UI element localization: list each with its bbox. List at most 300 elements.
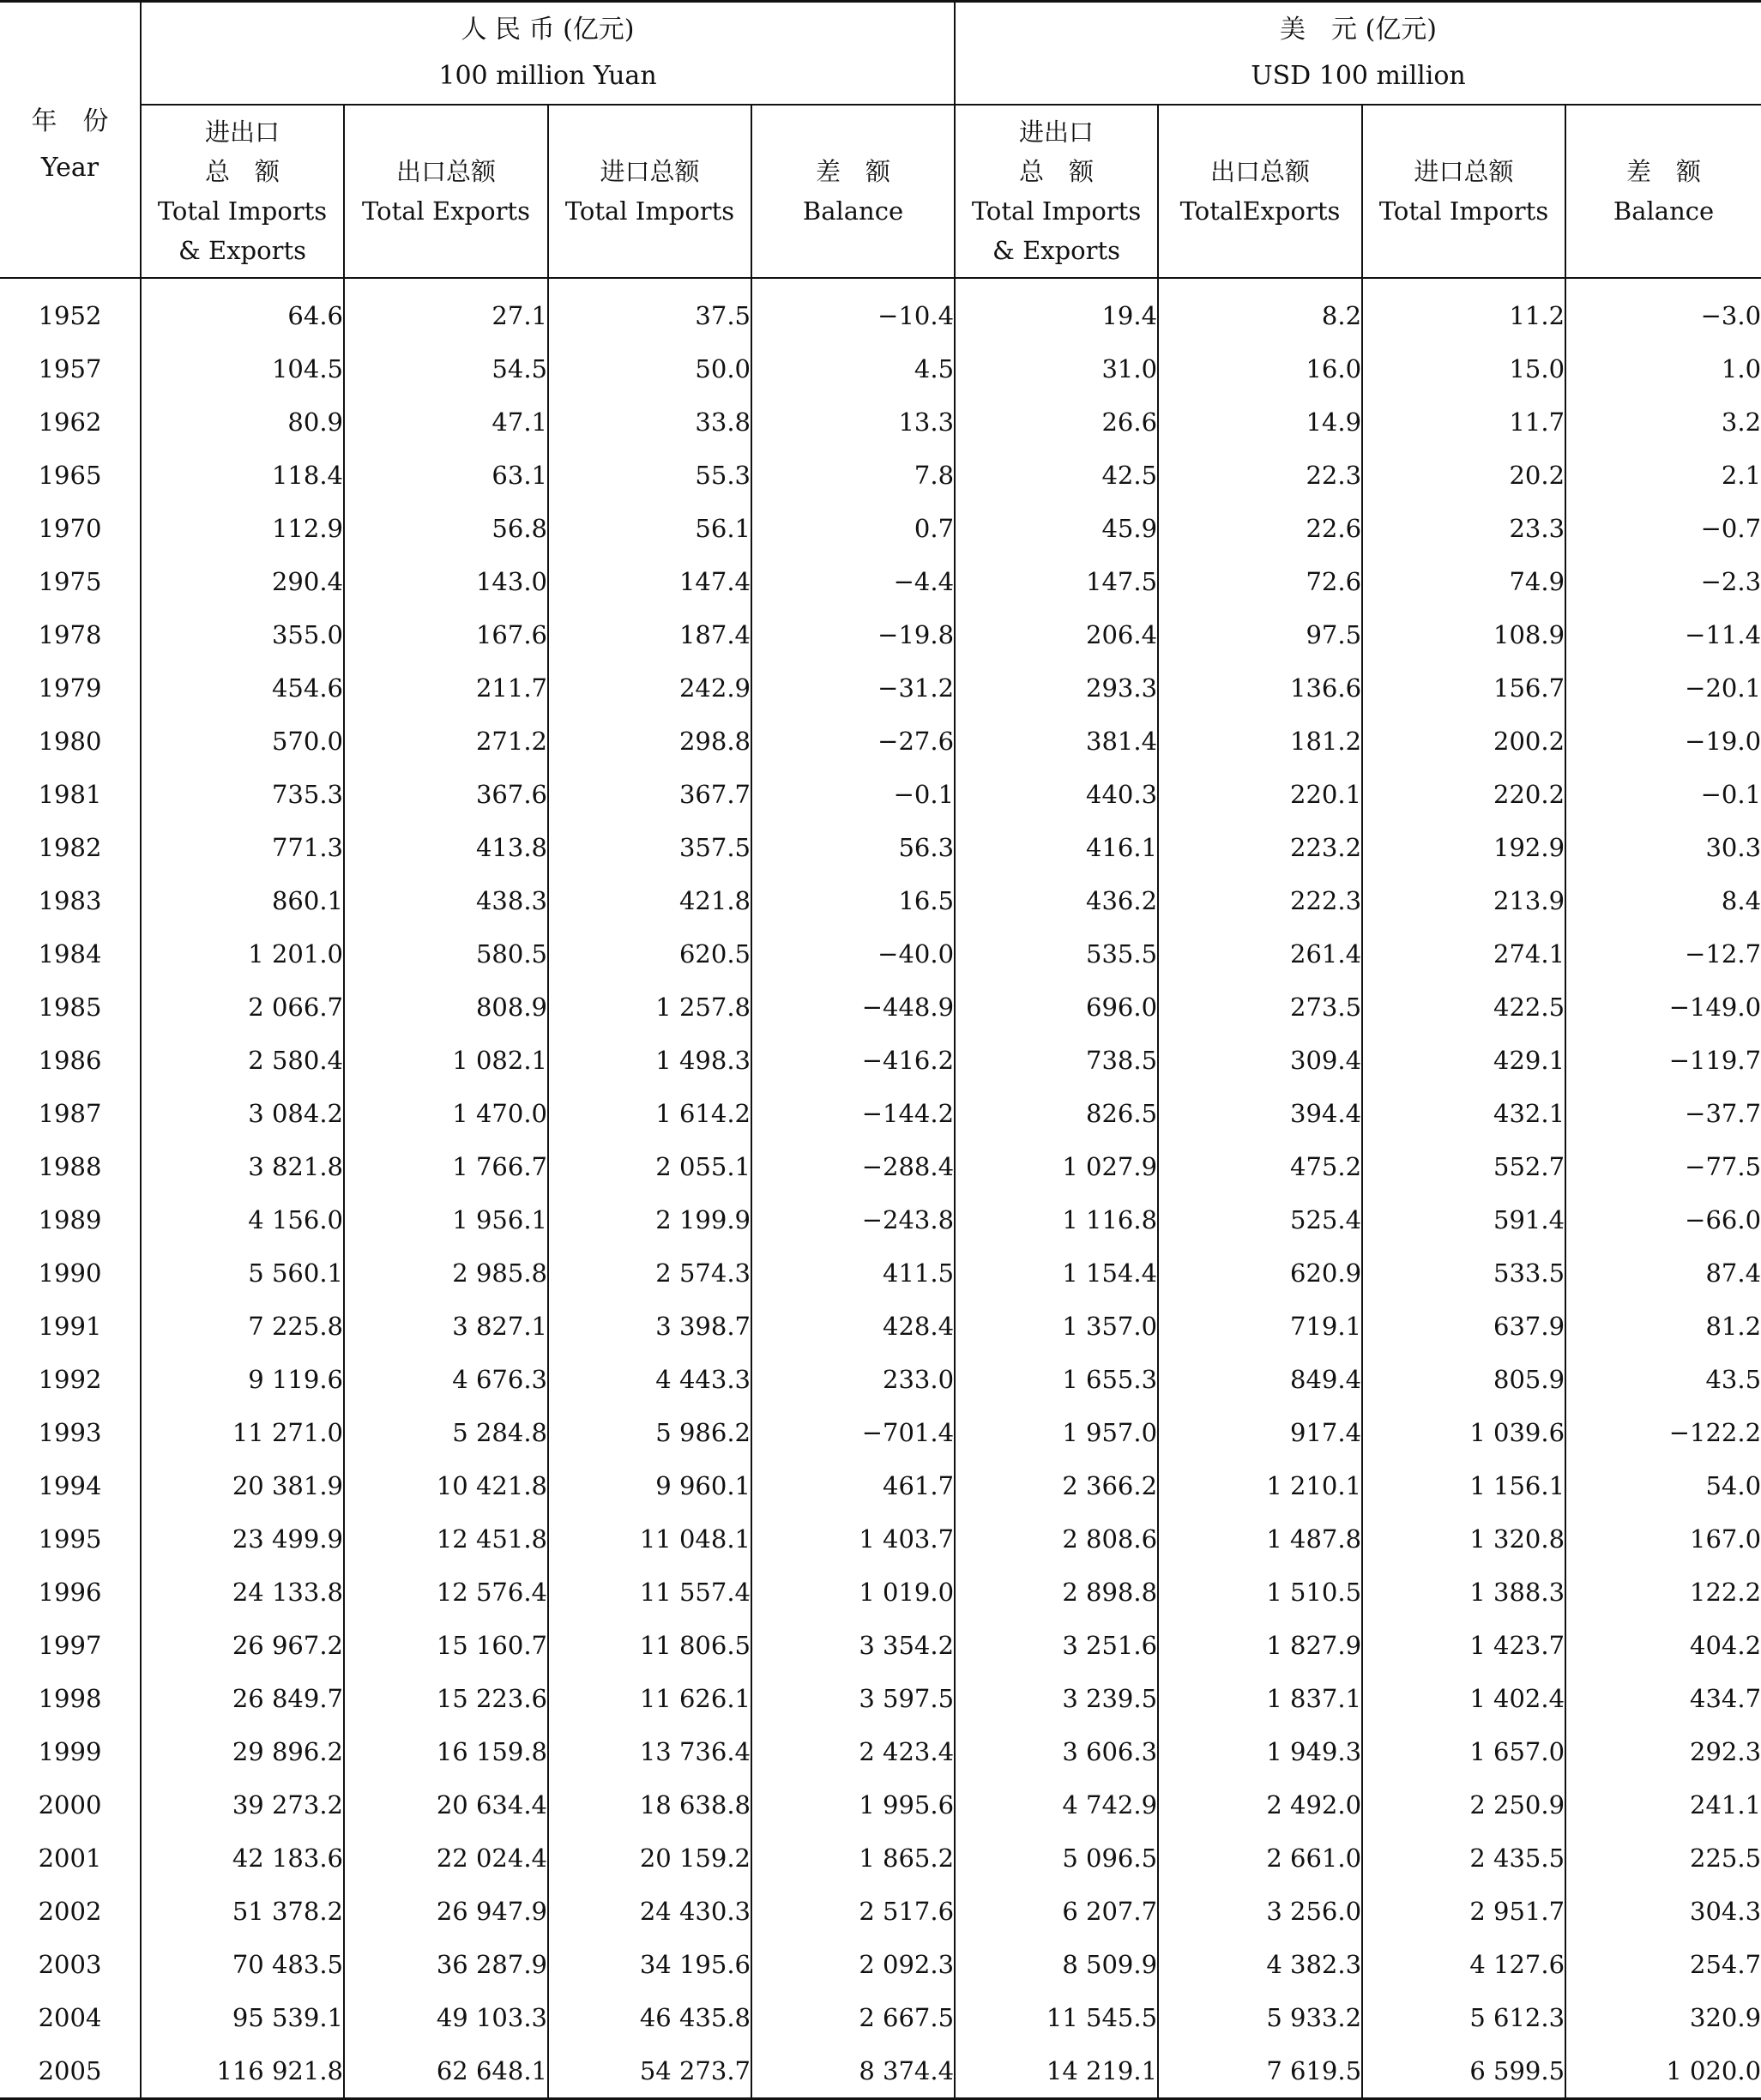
value-cell: 298.8 (548, 715, 751, 768)
year-cell: 1980 (38, 727, 102, 756)
value-cell: 55.3 (548, 449, 751, 502)
usd-group-header (955, 2, 1761, 106)
table-row (0, 1619, 1761, 1672)
value-cell: 7 225.8 (141, 1300, 344, 1353)
value-cell: 10 421.8 (344, 1459, 548, 1512)
value-cell: 1 020.0 (1565, 2044, 1761, 2099)
value-cell: 1 614.2 (548, 1087, 751, 1140)
value-cell: 39 273.2 (141, 1778, 344, 1831)
value-cell: 1 470.0 (344, 1087, 548, 1140)
table-row (0, 1938, 1761, 1991)
usd-column-header-cn1: 进出口 (1019, 118, 1095, 147)
value-cell: 211.7 (344, 661, 548, 715)
usd-column-header-cn1: 进口总额 (1414, 157, 1514, 186)
value-cell: −701.4 (751, 1406, 955, 1459)
value-cell: 432.1 (1362, 1087, 1565, 1140)
value-cell: 293.3 (955, 661, 1158, 715)
value-cell: 200.2 (1362, 715, 1565, 768)
value-cell: −31.2 (751, 661, 955, 715)
value-cell: −243.8 (751, 1193, 955, 1246)
value-cell: 147.4 (548, 555, 751, 608)
value-cell: −4.4 (751, 555, 955, 608)
value-cell: −12.7 (1565, 927, 1761, 981)
value-cell: 225.5 (1565, 1831, 1761, 1885)
value-cell: 2 580.4 (141, 1034, 344, 1087)
value-cell: 2 199.9 (548, 1193, 751, 1246)
year-cell: 1982 (38, 833, 102, 862)
table-header (0, 2, 1761, 279)
value-cell: 167.0 (1565, 1512, 1761, 1566)
value-cell: 637.9 (1362, 1300, 1565, 1353)
table-row (0, 1140, 1761, 1193)
value-cell: 1 498.3 (548, 1034, 751, 1087)
value-cell: 808.9 (344, 981, 548, 1034)
table-body (0, 278, 1761, 2099)
value-cell: −37.7 (1565, 1087, 1761, 1140)
value-cell: 1 956.1 (344, 1193, 548, 1246)
value-cell: −19.8 (751, 608, 955, 661)
value-cell: 30.3 (1565, 821, 1761, 874)
value-cell: 4 676.3 (344, 1353, 548, 1406)
value-cell: 167.6 (344, 608, 548, 661)
year-cell: 1999 (38, 1737, 102, 1766)
value-cell: 1 957.0 (955, 1406, 1158, 1459)
value-cell: 156.7 (1362, 661, 1565, 715)
value-cell: 805.9 (1362, 1353, 1565, 1406)
value-cell: 42.5 (955, 449, 1158, 502)
value-cell: 860.1 (141, 874, 344, 927)
value-cell: 5 612.3 (1362, 1991, 1565, 2044)
value-cell: −20.1 (1565, 661, 1761, 715)
value-cell: 3 398.7 (548, 1300, 751, 1353)
year-header-cn: 年 份 (31, 106, 109, 136)
value-cell: 26 947.9 (344, 1885, 548, 1938)
value-cell: 2 517.6 (751, 1885, 955, 1938)
table-row (0, 768, 1761, 821)
table-row (0, 1991, 1761, 2044)
value-cell: 1 154.4 (955, 1246, 1158, 1300)
table-row (0, 1246, 1761, 1300)
value-cell: −288.4 (751, 1140, 955, 1193)
table-row (0, 1193, 1761, 1246)
year-cell: 1989 (38, 1205, 102, 1234)
value-cell: 46 435.8 (548, 1991, 751, 2044)
value-cell: 274.1 (1362, 927, 1565, 981)
value-cell: 355.0 (141, 608, 344, 661)
table-row (0, 1672, 1761, 1725)
table-row (0, 1778, 1761, 1831)
value-cell: 12 451.8 (344, 1512, 548, 1566)
value-cell: 1 019.0 (751, 1566, 955, 1619)
value-cell: 43.5 (1565, 1353, 1761, 1406)
value-cell: 1 995.6 (751, 1778, 955, 1831)
year-cell: 2004 (38, 2003, 102, 2032)
table-row (0, 1459, 1761, 1512)
value-cell: 220.2 (1362, 768, 1565, 821)
table-row (0, 821, 1761, 874)
value-cell: 122.2 (1565, 1566, 1761, 1619)
value-cell: −10.4 (751, 278, 955, 342)
table-row (0, 1566, 1761, 1619)
value-cell: 22.3 (1158, 449, 1362, 502)
value-cell: 5 284.8 (344, 1406, 548, 1459)
value-cell: 320.9 (1565, 1991, 1761, 2044)
value-cell: 461.7 (751, 1459, 955, 1512)
value-cell: 147.5 (955, 555, 1158, 608)
year-cell: 1997 (38, 1631, 102, 1660)
year-cell: 1995 (38, 1524, 102, 1554)
rmb-column-header-cn1: 差 额 (816, 157, 891, 186)
value-cell: 2 574.3 (548, 1246, 751, 1300)
value-cell: 580.5 (344, 927, 548, 981)
value-cell: 849.4 (1158, 1353, 1362, 1406)
value-cell: 2 066.7 (141, 981, 344, 1034)
value-cell: 241.1 (1565, 1778, 1761, 1831)
year-cell: 1975 (38, 567, 102, 596)
value-cell: −122.2 (1565, 1406, 1761, 1459)
year-header (0, 2, 141, 279)
rmb-column-header (751, 105, 955, 278)
value-cell: 304.3 (1565, 1885, 1761, 1938)
year-cell: 1991 (38, 1312, 102, 1341)
value-cell: 429.1 (1362, 1034, 1565, 1087)
value-cell: 271.2 (344, 715, 548, 768)
value-cell: 620.9 (1158, 1246, 1362, 1300)
value-cell: 11 271.0 (141, 1406, 344, 1459)
rmb-column-header (548, 105, 751, 278)
rmb-column-header-en2: & Exports (178, 236, 306, 265)
value-cell: 2 250.9 (1362, 1778, 1565, 1831)
value-cell: 81.2 (1565, 1300, 1761, 1353)
year-cell: 2001 (38, 1844, 102, 1873)
rmb-column-header-cn1: 进口总额 (600, 157, 700, 186)
value-cell: 421.8 (548, 874, 751, 927)
value-cell: 3 251.6 (955, 1619, 1158, 1672)
value-cell: 95 539.1 (141, 1991, 344, 2044)
value-cell: 26 967.2 (141, 1619, 344, 1672)
value-cell: 15 160.7 (344, 1619, 548, 1672)
value-cell: 9 960.1 (548, 1459, 751, 1512)
value-cell: 192.9 (1362, 821, 1565, 874)
value-cell: 2 423.4 (751, 1725, 955, 1778)
usd-column-header (1362, 105, 1565, 278)
value-cell: 1.0 (1565, 342, 1761, 395)
year-cell: 1952 (38, 301, 102, 330)
value-cell: 1 837.1 (1158, 1672, 1362, 1725)
value-cell: 26.6 (955, 395, 1158, 449)
value-cell: 11.2 (1362, 278, 1565, 342)
value-cell: 771.3 (141, 821, 344, 874)
table-row (0, 502, 1761, 555)
value-cell: 50.0 (548, 342, 751, 395)
value-cell: −77.5 (1565, 1140, 1761, 1193)
usd-column-header-cn1: 差 额 (1626, 157, 1702, 186)
table-row (0, 395, 1761, 449)
value-cell: 416.1 (955, 821, 1158, 874)
value-cell: 1 156.1 (1362, 1459, 1565, 1512)
year-cell: 1985 (38, 993, 102, 1022)
value-cell: 56.3 (751, 821, 955, 874)
value-cell: 18 638.8 (548, 1778, 751, 1831)
value-cell: 1 655.3 (955, 1353, 1158, 1406)
value-cell: 1 320.8 (1362, 1512, 1565, 1566)
value-cell: 2 951.7 (1362, 1885, 1565, 1938)
value-cell: 1 257.8 (548, 981, 751, 1034)
year-cell: 1986 (38, 1046, 102, 1075)
value-cell: −0.1 (1565, 768, 1761, 821)
rmb-column-header (141, 105, 344, 278)
rmb-column-header-en1: Total Imports (564, 196, 735, 226)
value-cell: −0.1 (751, 768, 955, 821)
value-cell: −149.0 (1565, 981, 1761, 1034)
value-cell: 22 024.4 (344, 1831, 548, 1885)
value-cell: 535.5 (955, 927, 1158, 981)
value-cell: 29 896.2 (141, 1725, 344, 1778)
table-row (0, 1300, 1761, 1353)
value-cell: 5 096.5 (955, 1831, 1158, 1885)
year-cell: 1988 (38, 1152, 102, 1181)
table-row (0, 1353, 1761, 1406)
value-cell: −2.3 (1565, 555, 1761, 608)
value-cell: 3 354.2 (751, 1619, 955, 1672)
year-cell: 1998 (38, 1684, 102, 1713)
value-cell: 3.2 (1565, 395, 1761, 449)
value-cell: 3 606.3 (955, 1725, 1158, 1778)
rmb-column-header-en1: Balance (802, 196, 904, 226)
value-cell: 3 256.0 (1158, 1885, 1362, 1938)
value-cell: 20 634.4 (344, 1778, 548, 1831)
value-cell: 2.1 (1565, 449, 1761, 502)
value-cell: 826.5 (955, 1087, 1158, 1140)
value-cell: 3 597.5 (751, 1672, 955, 1725)
value-cell: 87.4 (1565, 1246, 1761, 1300)
value-cell: 20.2 (1362, 449, 1565, 502)
year-cell: 1981 (38, 780, 102, 809)
value-cell: 1 027.9 (955, 1140, 1158, 1193)
value-cell: 434.7 (1565, 1672, 1761, 1725)
value-cell: 552.7 (1362, 1140, 1565, 1193)
year-cell: 1987 (38, 1099, 102, 1128)
value-cell: 187.4 (548, 608, 751, 661)
value-cell: 2 667.5 (751, 1991, 955, 2044)
value-cell: 20 159.2 (548, 1831, 751, 1885)
value-cell: 4 443.3 (548, 1353, 751, 1406)
value-cell: 23.3 (1362, 502, 1565, 555)
value-cell: 37.5 (548, 278, 751, 342)
year-cell: 2000 (38, 1790, 102, 1819)
rmb-group-cn: 人 民 币 (亿元) (461, 15, 635, 45)
value-cell: 2 366.2 (955, 1459, 1158, 1512)
value-cell: 242.9 (548, 661, 751, 715)
value-cell: 5 560.1 (141, 1246, 344, 1300)
value-cell: 64.6 (141, 278, 344, 342)
value-cell: 309.4 (1158, 1034, 1362, 1087)
year-cell: 1992 (38, 1365, 102, 1394)
value-cell: 16.0 (1158, 342, 1362, 395)
value-cell: 3 084.2 (141, 1087, 344, 1140)
rmb-column-header-cn1: 出口总额 (395, 157, 496, 186)
value-cell: −40.0 (751, 927, 955, 981)
value-cell: 254.7 (1565, 1938, 1761, 1991)
value-cell: 8.2 (1158, 278, 1362, 342)
value-cell: 2 985.8 (344, 1246, 548, 1300)
value-cell: 104.5 (141, 342, 344, 395)
value-cell: 5 986.2 (548, 1406, 751, 1459)
header-row-groups (0, 2, 1761, 106)
value-cell: 206.4 (955, 608, 1158, 661)
value-cell: 2 661.0 (1158, 1831, 1362, 1885)
value-cell: 1 402.4 (1362, 1672, 1565, 1725)
value-cell: 0.7 (751, 502, 955, 555)
usd-column-header-cn1: 出口总额 (1210, 157, 1311, 186)
value-cell: 738.5 (955, 1034, 1158, 1087)
value-cell: 1 357.0 (955, 1300, 1158, 1353)
value-cell: 1 116.8 (955, 1193, 1158, 1246)
value-cell: 367.6 (344, 768, 548, 821)
year-cell: 2005 (0, 2044, 141, 2099)
year-cell: 1993 (38, 1418, 102, 1447)
table-row (0, 342, 1761, 395)
value-cell: 1 201.0 (141, 927, 344, 981)
value-cell: 13.3 (751, 395, 955, 449)
value-cell: 11 545.5 (955, 1991, 1158, 2044)
value-cell: 696.0 (955, 981, 1158, 1034)
value-cell: 1 039.6 (1362, 1406, 1565, 1459)
year-cell: 1962 (38, 407, 102, 437)
value-cell: 917.4 (1158, 1406, 1362, 1459)
value-cell: 422.5 (1362, 981, 1565, 1034)
value-cell: 3 827.1 (344, 1300, 548, 1353)
table-row (0, 1725, 1761, 1778)
value-cell: 8 509.9 (955, 1938, 1158, 1991)
value-cell: 70 483.5 (141, 1938, 344, 1991)
table-row (0, 2044, 1761, 2099)
value-cell: 63.1 (344, 449, 548, 502)
value-cell: 1 487.8 (1158, 1512, 1362, 1566)
value-cell: 2 898.8 (955, 1566, 1158, 1619)
value-cell: 440.3 (955, 768, 1158, 821)
value-cell: 34 195.6 (548, 1938, 751, 1991)
table-row (0, 449, 1761, 502)
value-cell: 411.5 (751, 1246, 955, 1300)
value-cell: 4 156.0 (141, 1193, 344, 1246)
header-row-columns (0, 105, 1761, 278)
value-cell: 8 374.4 (751, 2044, 955, 2099)
year-cell: 1978 (38, 620, 102, 649)
value-cell: 54.0 (1565, 1459, 1761, 1512)
value-cell: 11 048.1 (548, 1512, 751, 1566)
value-cell: 1 210.1 (1158, 1459, 1362, 1512)
value-cell: 454.6 (141, 661, 344, 715)
value-cell: −11.4 (1565, 608, 1761, 661)
value-cell: 4.5 (751, 342, 955, 395)
value-cell: −119.7 (1565, 1034, 1761, 1087)
value-cell: 143.0 (344, 555, 548, 608)
value-cell: 116 921.8 (141, 2044, 344, 2099)
table-row (0, 1034, 1761, 1087)
value-cell: 2 808.6 (955, 1512, 1158, 1566)
value-cell: 22.6 (1158, 502, 1362, 555)
value-cell: 292.3 (1565, 1725, 1761, 1778)
value-cell: 14 219.1 (955, 2044, 1158, 2099)
value-cell: 436.2 (955, 874, 1158, 927)
value-cell: 1 827.9 (1158, 1619, 1362, 1672)
year-cell: 2003 (38, 1950, 102, 1979)
value-cell: 394.4 (1158, 1087, 1362, 1140)
value-cell: 11 626.1 (548, 1672, 751, 1725)
table-row (0, 1512, 1761, 1566)
value-cell: 74.9 (1362, 555, 1565, 608)
value-cell: 51 378.2 (141, 1885, 344, 1938)
value-cell: 97.5 (1158, 608, 1362, 661)
value-cell: 11.7 (1362, 395, 1565, 449)
value-cell: 31.0 (955, 342, 1158, 395)
year-header-en: Year (40, 153, 100, 183)
value-cell: 11 806.5 (548, 1619, 751, 1672)
value-cell: 404.2 (1565, 1619, 1761, 1672)
value-cell: 11 557.4 (548, 1566, 751, 1619)
value-cell: 47.1 (344, 395, 548, 449)
value-cell: 438.3 (344, 874, 548, 927)
value-cell: 357.5 (548, 821, 751, 874)
table-row (0, 555, 1761, 608)
table-row (0, 1406, 1761, 1459)
usd-column-header-en1: TotalExports (1179, 196, 1341, 226)
value-cell: 49 103.3 (344, 1991, 548, 2044)
value-cell: 54 273.7 (548, 2044, 751, 2099)
value-cell: −416.2 (751, 1034, 955, 1087)
value-cell: 261.4 (1158, 927, 1362, 981)
year-cell: 1994 (38, 1471, 102, 1500)
year-cell: 1990 (38, 1258, 102, 1288)
value-cell: 1 766.7 (344, 1140, 548, 1193)
value-cell: 4 127.6 (1362, 1938, 1565, 1991)
value-cell: 14.9 (1158, 395, 1362, 449)
value-cell: 428.4 (751, 1300, 955, 1353)
value-cell: 290.4 (141, 555, 344, 608)
table-row (0, 874, 1761, 927)
value-cell: 56.8 (344, 502, 548, 555)
value-cell: 24 430.3 (548, 1885, 751, 1938)
value-cell: 2 092.3 (751, 1938, 955, 1991)
usd-column-header-en1: Total Imports (971, 196, 1142, 226)
value-cell: 181.2 (1158, 715, 1362, 768)
value-cell: 7 619.5 (1158, 2044, 1362, 2099)
usd-column-header-en2: & Exports (992, 236, 1121, 265)
value-cell: 12 576.4 (344, 1566, 548, 1619)
value-cell: 5 933.2 (1158, 1991, 1362, 2044)
value-cell: −66.0 (1565, 1193, 1761, 1246)
usd-column-header (955, 105, 1158, 278)
year-cell: 1979 (38, 673, 102, 703)
usd-group-en: USD 100 million (1251, 61, 1466, 91)
value-cell: −3.0 (1565, 278, 1761, 342)
year-cell: 1983 (38, 886, 102, 915)
value-cell: 1 423.7 (1362, 1619, 1565, 1672)
value-cell: 6 207.7 (955, 1885, 1158, 1938)
value-cell: 533.5 (1362, 1246, 1565, 1300)
value-cell: 1 388.3 (1362, 1566, 1565, 1619)
value-cell: −144.2 (751, 1087, 955, 1140)
rmb-group-header (141, 2, 955, 106)
usd-column-header (1158, 105, 1362, 278)
value-cell: 16.5 (751, 874, 955, 927)
rmb-group-en: 100 million Yuan (438, 61, 657, 91)
value-cell: 220.1 (1158, 768, 1362, 821)
table-row (0, 927, 1761, 981)
value-cell: 108.9 (1362, 608, 1565, 661)
value-cell: −448.9 (751, 981, 955, 1034)
